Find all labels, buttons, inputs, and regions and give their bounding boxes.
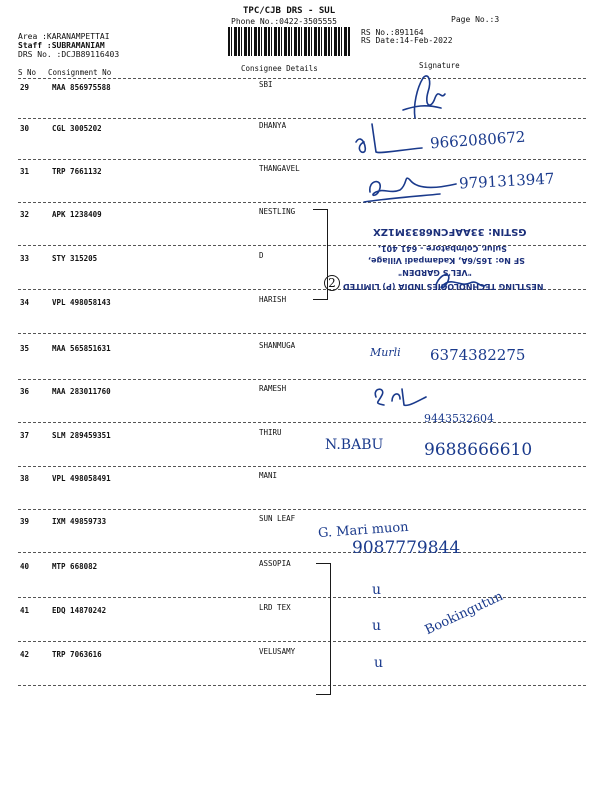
column-header-signature: Signature (419, 61, 460, 70)
row-consignee: LRD TEX (259, 603, 291, 612)
stamp-line: SF No: 165/6A, Kadampadi Village, (368, 256, 525, 265)
row-consignment: MAA 856975588 (52, 83, 111, 92)
row-divider (18, 202, 586, 203)
column-header-consignee: Consignee Details (241, 64, 318, 73)
handwritten-phone: 9443532604 (424, 412, 494, 425)
bracket-count: 2 (324, 275, 340, 291)
row-consignment: STY 315205 (52, 254, 98, 263)
row-consignee: SUN LEAF (259, 514, 296, 523)
row-sno: 37 (20, 431, 30, 440)
row-consignee: RAMESH (259, 384, 287, 393)
row-sno: 32 (20, 210, 30, 219)
row-consignment: VPL 498058491 (52, 474, 111, 483)
row-consignee: ASSOPIA (259, 559, 291, 568)
group-bracket (313, 209, 328, 300)
row-consignment: SLM 289459351 (52, 431, 111, 440)
stamp-line: NESTLING TECHNOLOGIES INDIA (P) LIMITED (343, 282, 544, 291)
row-sno: 33 (20, 254, 30, 263)
row-consignment: VPL 498058143 (52, 298, 111, 307)
signature-row-30 (350, 122, 430, 162)
column-header-consignment: Consignment No (48, 68, 112, 77)
rs-number: RS No.:891164 (361, 28, 424, 37)
handwritten-name: G. Mari muon (317, 519, 410, 542)
row-divider (18, 118, 586, 119)
row-divider (18, 685, 586, 686)
row-sno: 29 (20, 83, 30, 92)
handwritten-phone: 9087779844 (352, 538, 461, 558)
row-divider (18, 333, 586, 334)
row-sno: 36 (20, 387, 30, 396)
row-consignee: DHANYA (259, 121, 287, 130)
handwritten-name: N.BABU (325, 437, 384, 453)
row-consignee: D (259, 251, 264, 260)
row-divider (18, 159, 586, 160)
handwritten-note: Bookingutun (422, 588, 506, 639)
document-title: TPC/CJB DRS - SUL (243, 6, 336, 16)
row-consignee: THANGAVEL (259, 164, 300, 173)
tick-mark: u (372, 582, 382, 598)
row-divider (18, 509, 586, 510)
row-consignee: SBI (259, 80, 273, 89)
drs-number: DRS No. :DCJB89116403 (18, 50, 120, 59)
row-consignee: VELUSAMY (259, 647, 296, 656)
rs-date: RS Date:14-Feb-2022 (361, 36, 453, 45)
barcode (228, 27, 350, 56)
row-consignment: MTP 668082 (52, 562, 98, 571)
handwritten-phone: 9688666610 (424, 440, 533, 460)
handwritten-phone: 6374382275 (430, 346, 526, 364)
handwritten-phone: 9791313947 (458, 169, 555, 193)
area-label: Area :KARANAMPETTAI (18, 32, 110, 41)
row-consignment: EDQ 14870242 (52, 606, 107, 615)
tick-mark: u (374, 655, 384, 671)
row-sno: 30 (20, 124, 30, 133)
stamp-line: Sulur, Coimbatore - 641 401. (378, 244, 507, 253)
row-consignee: HARISH (259, 295, 287, 304)
handwritten-phone: 9662080672 (429, 127, 526, 153)
row-sno: 41 (20, 606, 30, 615)
row-consignment: MAA 283011760 (52, 387, 111, 396)
row-divider (18, 641, 586, 642)
row-consignment: TRP 7063616 (52, 650, 102, 659)
row-consignment: APK 1238409 (52, 210, 102, 219)
row-sno: 38 (20, 474, 30, 483)
signature-row-29 (395, 70, 455, 125)
group-bracket (316, 563, 331, 695)
row-consignment: TRP 7661132 (52, 167, 102, 176)
row-divider (18, 466, 586, 467)
row-divider (18, 422, 586, 423)
header-divider (18, 78, 586, 79)
row-sno: 31 (20, 167, 30, 176)
signature-on-stamp (430, 265, 490, 301)
row-sno: 39 (20, 517, 30, 526)
signature-row-36 (370, 383, 430, 413)
row-consignee: THIRU (259, 428, 282, 437)
row-sno: 34 (20, 298, 30, 307)
row-sno: 35 (20, 344, 30, 353)
row-consignee: SHANMUGA (259, 341, 296, 350)
staff-label: Staff :SUBRAMANIAM (18, 41, 105, 50)
tick-mark: u (372, 618, 382, 634)
signature-row-31 (360, 170, 460, 206)
row-divider (18, 379, 586, 380)
stamp-line: GSTIN: 33AAFCN6833M1ZX (373, 226, 527, 237)
phone-number: Phone No.:0422-3505555 (231, 17, 337, 26)
row-consignment: CGL 3005202 (52, 124, 102, 133)
row-divider (18, 552, 586, 553)
row-sno: 42 (20, 650, 30, 659)
row-consignment: IXM 49859733 (52, 517, 107, 526)
stamp-line: "VEL'S GARDEN" (398, 268, 472, 277)
column-header-sno: S No (18, 68, 37, 77)
row-consignment: MAA 565851631 (52, 344, 111, 353)
row-consignee: MANI (259, 471, 278, 480)
page-number: Page No.:3 (451, 15, 500, 24)
handwritten-name: Murli (370, 346, 401, 359)
row-consignee: NESTLING (259, 207, 296, 216)
row-sno: 40 (20, 562, 30, 571)
